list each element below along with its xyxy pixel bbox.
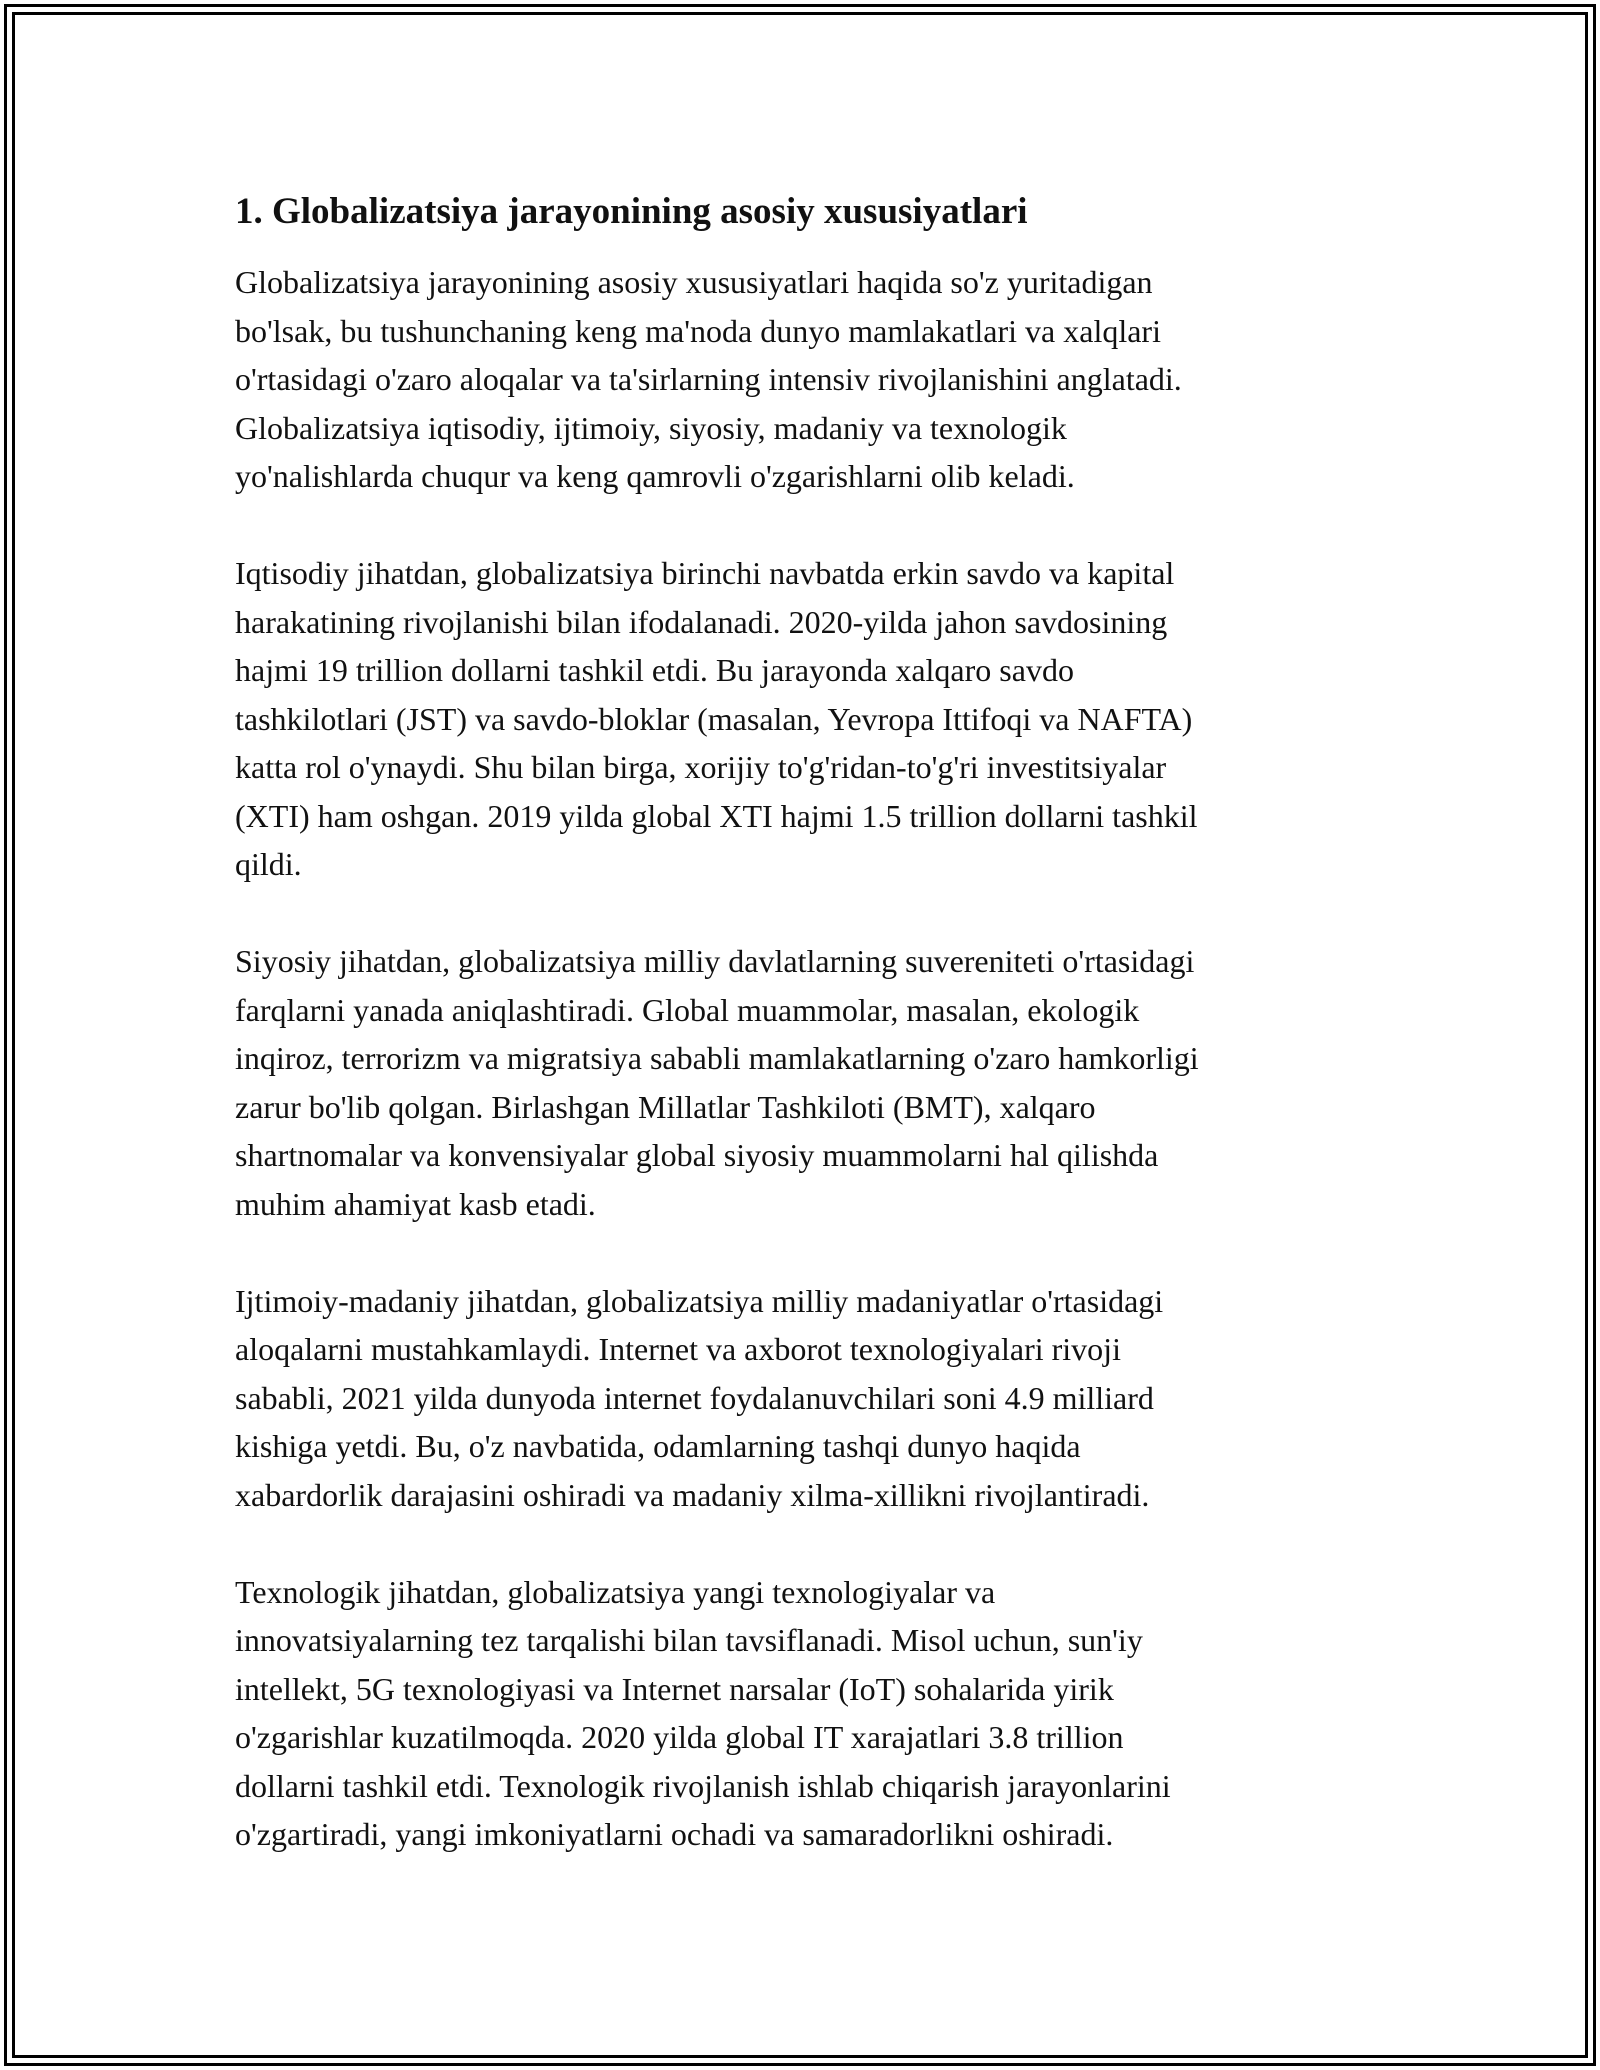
paragraph-line: Globalizatsiya iqtisodiy, ijtimoiy, siyosiy, madaniy va texnologik xyxy=(235,409,1067,446)
paragraph-line: (XTI) ham oshgan. 2019 yilda global XTI hajmi 1.5 trillion dollarni tashkil xyxy=(235,797,1198,834)
paragraph-line: zarur bo'lib qolgan. Birlashgan Millatlar Tashkiloti (BMT), xalqaro xyxy=(235,1088,1096,1125)
paragraph-line: o'zgartiradi, yangi imkoniyatlarni ochadi va samaradorlikni oshiradi. xyxy=(235,1816,1114,1852)
paragraph-line: shartnomalar va konvensiyalar global siyosiy muammolarni hal qilishda xyxy=(235,1137,1159,1173)
paragraph-line: dollarni tashkil etdi. Texnologik rivojlanish ishlab chiqarish jarayonlarini xyxy=(235,1767,1171,1804)
paragraph-line: hajmi 19 trillion dollarni tashkil etdi. Bu jarayonda xalqaro savdo xyxy=(235,652,1074,688)
paragraph-line: Ijtimoiy-madaniy jihatdan, globalizatsiya milliy madaniyatlar o'rtasidagi xyxy=(235,1282,1164,1319)
document-body xyxy=(235,188,1375,1907)
paragraph-line: Texnologik jihatdan, globalizatsiya yangi texnologiyalar va xyxy=(235,1573,996,1610)
paragraph-line: aloqalarni mustahkamlaydi. Internet va axborot texnologiyalari rivoji xyxy=(235,1331,1121,1367)
paragraph-line: qildi. xyxy=(235,846,302,882)
paragraph-line: muhim ahamiyat kasb etadi. xyxy=(235,1185,596,1222)
paragraph-line: Siyosiy jihatdan, globalizatsiya milliy davlatlarning suvereniteti o'rtasidagi xyxy=(235,943,1195,979)
paragraph-line: farqlarni yanada aniqlashtiradi. Global muammolar, masalan, ekologik xyxy=(235,991,1140,1028)
paragraph-line: innovatsiyalarning tez tarqalishi bilan tavsiflanadi. Misol uchun, sun'iy xyxy=(235,1622,1143,1658)
paragraph-line: o'rtasidagi o'zaro aloqalar va ta'sirlarning intensiv rivojlanishini anglatadi. xyxy=(235,361,1182,397)
paragraph-line: bo'lsak, bu tushunchaning keng ma'noda dunyo mamlakatlari va xalqlari xyxy=(235,312,1161,349)
paragraph-line: intellekt, 5G texnologiyasi va Internet narsalar (IoT) sohalarida yirik xyxy=(235,1670,1114,1707)
paragraph xyxy=(235,1277,1375,1520)
paragraph-line: harakatining rivojlanishi bilan ifodalanadi. 2020-yilda jahon savdosining xyxy=(235,603,1168,640)
paragraph-line: sababli, 2021 yilda dunyoda internet foydalanuvchilari soni 4.9 milliard xyxy=(235,1379,1154,1416)
paragraph-list xyxy=(235,258,1375,1859)
paragraph xyxy=(235,1568,1375,1859)
paragraph-line: xabardorlik darajasini oshiradi va madaniy xilma-xillikni rivojlantiradi. xyxy=(235,1476,1150,1513)
paragraph-line: o'zgarishlar kuzatilmoqda. 2020 yilda global IT xarajatlari 3.8 trillion xyxy=(235,1719,1124,1755)
paragraph-line: Iqtisodiy jihatdan, globalizatsiya birinchi navbatda erkin savdo va kapital xyxy=(235,555,1175,591)
paragraph xyxy=(235,258,1375,501)
paragraph-line: kishiga yetdi. Bu, o'z navbatida, odamlarning tashqi dunyo haqida xyxy=(235,1428,1081,1464)
paragraph xyxy=(235,937,1375,1228)
section-heading: 1. Globalizatsiya jarayonining asosiy xususiyatlari xyxy=(235,191,1028,232)
paragraph-line: katta rol o'ynaydi. Shu bilan birga, xorijiy to'g'ridan-to'g'ri investitsiyalar xyxy=(235,749,1167,785)
paragraph-line: Globalizatsiya jarayonining asosiy xususiyatlari haqida so'z yuritadigan xyxy=(235,264,1153,300)
paragraph-line: tashkilotlari (JST) va savdo-bloklar (masalan, Yevropa Ittifoqi va NAFTA) xyxy=(235,700,1193,737)
paragraph-line: yo'nalishlarda chuqur va keng qamrovli o'zgarishlarni olib keladi. xyxy=(235,458,1075,494)
paragraph-line: inqiroz, terrorizm va migratsiya sababli mamlakatlarning o'zaro hamkorligi xyxy=(235,1040,1199,1076)
paragraph xyxy=(235,549,1375,889)
